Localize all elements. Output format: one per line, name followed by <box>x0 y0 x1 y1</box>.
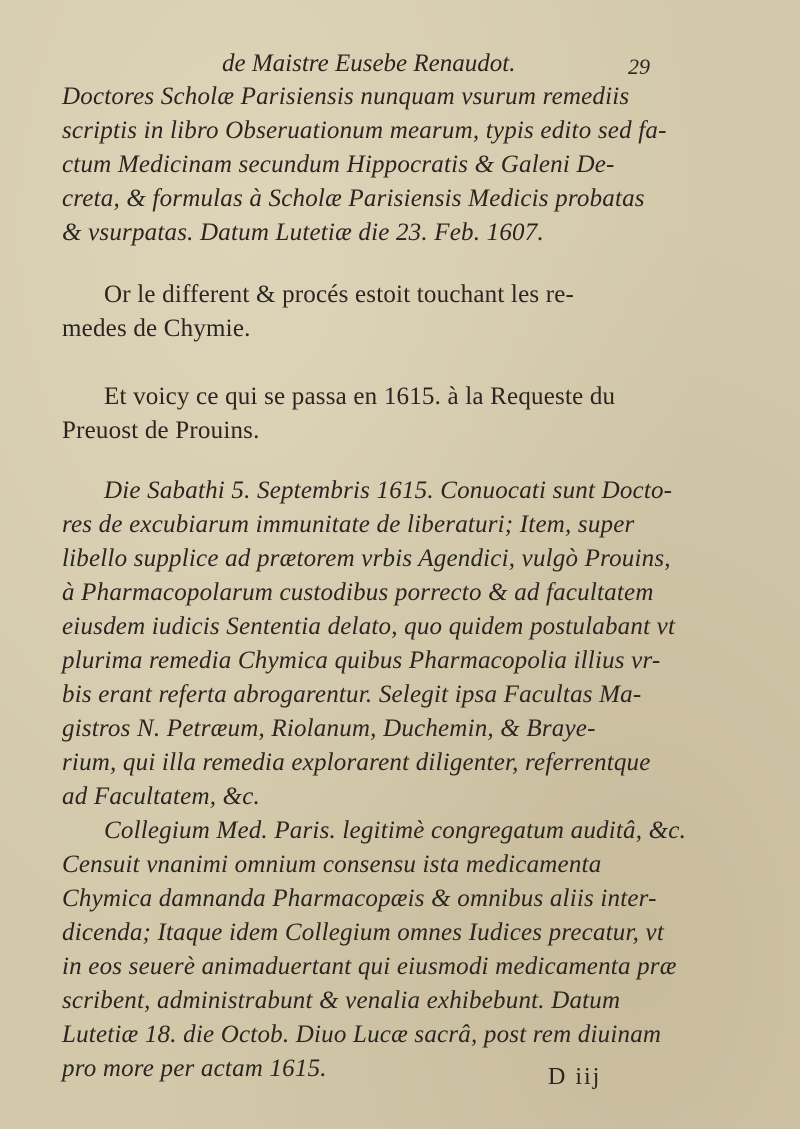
text-line: Chymica damnanda Pharmacopæis & omnibus aliis inter- <box>62 885 657 912</box>
text-line: gistros N. Petræum, Riolanum, Duchemin, & Braye- <box>62 715 596 742</box>
text-line: dicenda; Itaque idem Collegium omnes Iudices precatur, vt <box>62 919 665 946</box>
text-line: creta, & formulas à Scholæ Parisiensis Medicis probatas <box>62 185 645 212</box>
signature-mark: D iij <box>548 1064 602 1090</box>
text-line: plurima remedia Chymica quibus Pharmacopolia illius vr- <box>62 647 661 674</box>
page-header <box>0 50 800 84</box>
text-line: res de excubiarum immunitate de liberaturi; Item, super <box>62 511 635 538</box>
text-line: Et voicy ce qui se passa en 1615. à la Requeste du <box>104 383 616 410</box>
text-line: Lutetiæ 18. die Octob. Diuo Lucæ sacrâ, post rem diuinam <box>62 1021 662 1048</box>
text-line: Or le different & procés estoit touchant les re- <box>104 281 575 308</box>
text-line: ctum Medicinam secundum Hippocratis & Galeni De- <box>62 151 615 178</box>
text-line: eiusdem iudicis Sententia delato, quo quidem postulabant vt <box>62 613 676 640</box>
text-line: ad Facultatem, &c. <box>62 783 260 810</box>
text-line: libello supplice ad prætorem vrbis Agendici, vulgò Prouins, <box>62 545 671 572</box>
text-line: à Pharmacopolarum custodibus porrecto & ad facultatem <box>62 579 654 606</box>
text-line: scribent, administrabunt & venalia exhibebunt. Datum <box>62 987 621 1014</box>
text-line: bis erant referta abrogarentur. Selegit ipsa Facultas Ma- <box>62 681 642 708</box>
running-head: de Maistre Eusebe Renaudot. <box>222 50 516 77</box>
page-number: 29 <box>628 54 650 79</box>
text-line: Collegium Med. Paris. legitimè congregatum auditâ, &c. <box>104 817 687 844</box>
text-line: Doctores Scholæ Parisiensis nunquam vsurum remediis <box>62 83 630 110</box>
text-line: pro more per actam 1615. <box>62 1055 327 1082</box>
text-line: rium, qui illa remedia explorarent diligenter, referrentque <box>62 749 651 776</box>
text-line: & vsurpatas. Datum Lutetiæ die 23. Feb. 1607. <box>62 219 544 246</box>
text-line: medes de Chymie. <box>62 315 251 342</box>
text-line: Die Sabathi 5. Septembris 1615. Conuocati sunt Docto- <box>104 477 673 504</box>
text-line: Preuost de Prouins. <box>62 417 260 444</box>
text-line: in eos seuerè animaduertant qui eiusmodi medicamenta præ <box>62 953 677 980</box>
text-line: Censuit vnanimi omnium consensu ista medicamenta <box>62 851 602 878</box>
text-line: scriptis in libro Obseruationum mearum, typis edito sed fa- <box>62 117 667 144</box>
